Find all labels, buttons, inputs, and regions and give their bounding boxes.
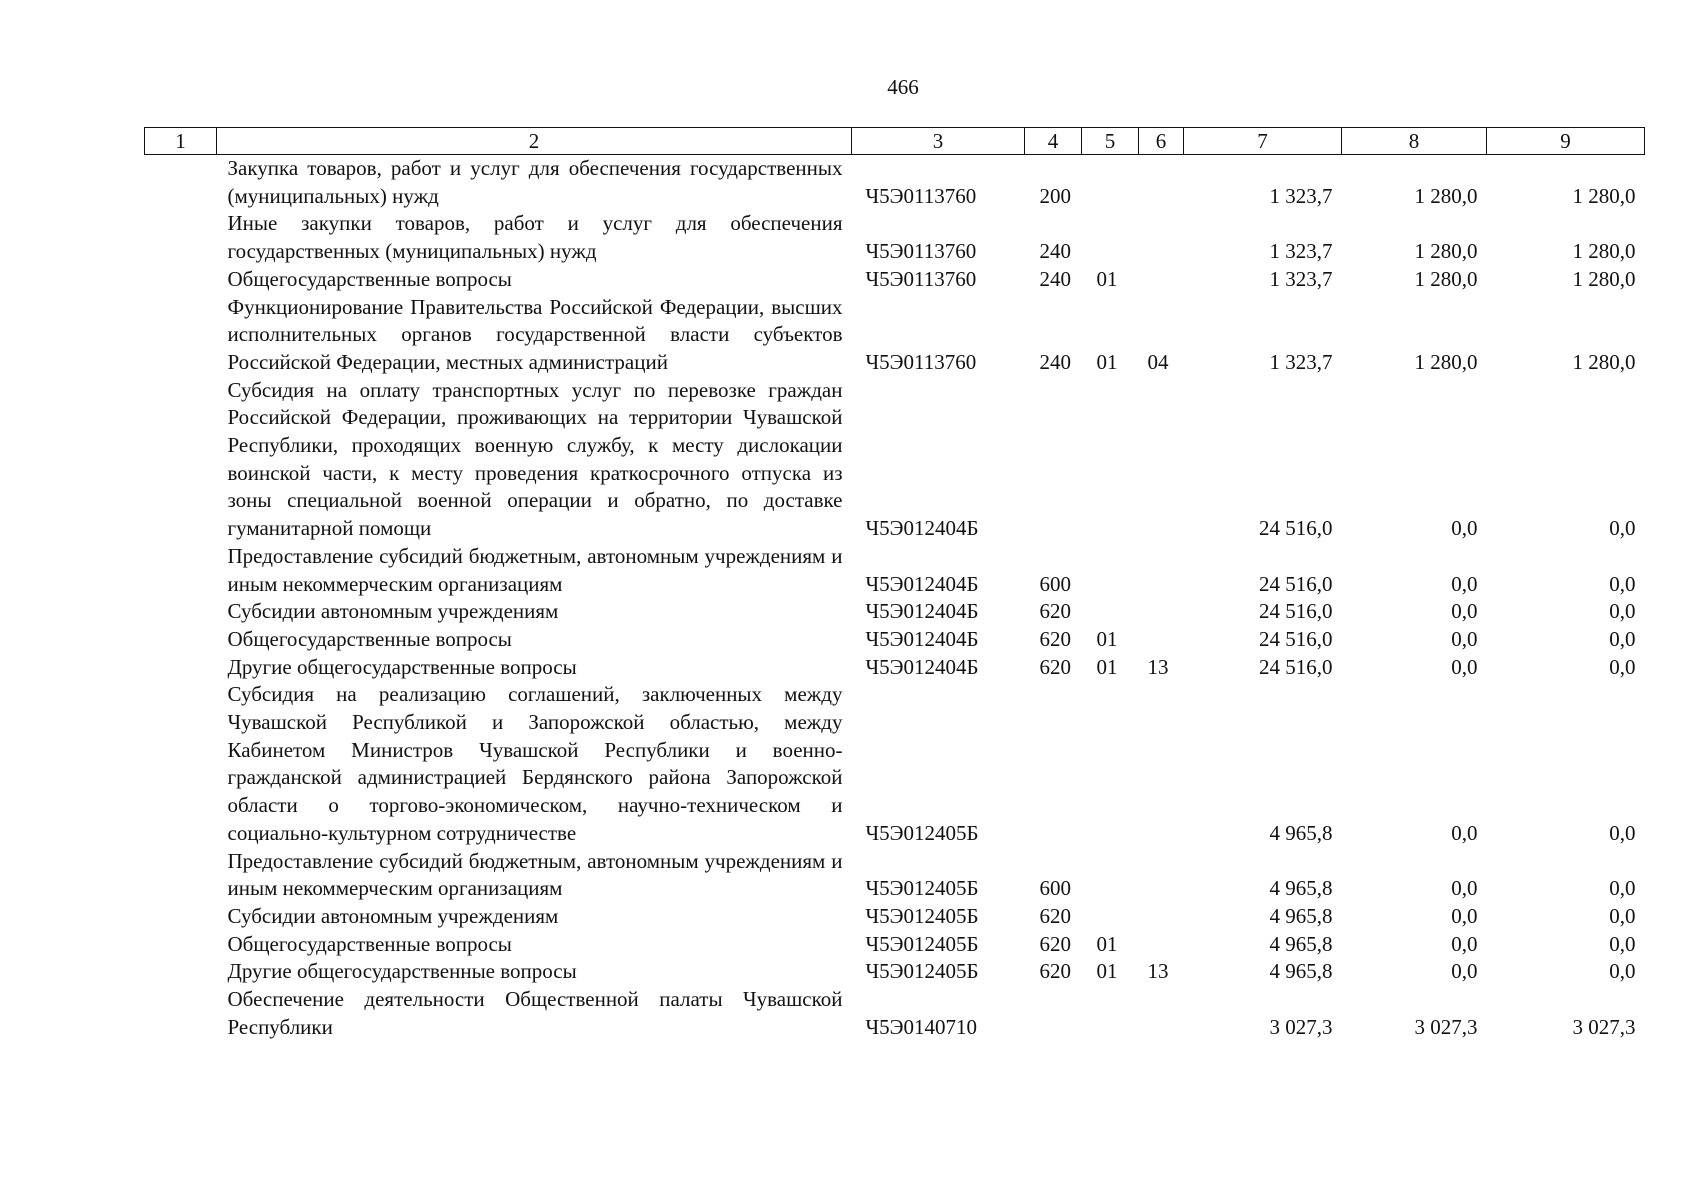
row-amount-col8: 1 280,0: [1414, 183, 1478, 208]
column-header: 8: [1342, 128, 1487, 155]
row-expense-type: 200: [1039, 183, 1071, 208]
row-target-code: Ч5Э0113760: [865, 239, 977, 264]
row-amount-col8: 1 280,0: [1414, 349, 1478, 374]
row-amount-col7: 24 516,0: [1259, 599, 1333, 624]
row-target-code: Ч5Э012404Б: [865, 599, 979, 624]
row-target-code: Ч5Э0140710: [865, 1014, 978, 1039]
row-target-code: Ч5Э012405Б: [865, 931, 979, 956]
row-amount-col9: 0,0: [1609, 516, 1636, 541]
row-amount-col7: 24 516,0: [1259, 626, 1333, 651]
row-name: Другие общегосударственные вопросы: [227, 654, 577, 679]
row-amount-col7: 1 323,7: [1269, 183, 1333, 208]
row-name: Иные закупки товаров, работ и услуг для обеспечения государственных (муниципальных) нужд: [227, 211, 843, 264]
row-name: Другие общегосударственные вопросы: [227, 959, 577, 984]
row-target-code: Ч5Э0113760: [865, 349, 977, 374]
table-row: [145, 155, 1645, 211]
row-expense-type: 600: [1039, 876, 1071, 901]
column-header: 9: [1487, 128, 1645, 155]
row-subsection: [1139, 377, 1184, 543]
row-section: 01: [1096, 266, 1118, 291]
row-amount-col7: 4 965,8: [1269, 931, 1333, 956]
row-section: [1082, 543, 1139, 598]
row-target-code: Ч5Э012405Б: [865, 903, 979, 928]
row-amount-col7: 24 516,0: [1259, 571, 1333, 596]
row-amount-col9: 0,0: [1609, 959, 1636, 984]
row-subsection: [1139, 598, 1184, 626]
table-row: [145, 654, 1645, 682]
table-row: [145, 294, 1645, 377]
row-subsection: 04: [1147, 349, 1169, 374]
row-subsection: [1139, 986, 1184, 1041]
row-amount-col8: 0,0: [1451, 931, 1478, 956]
table-row: [145, 681, 1645, 847]
row-expense-type: [1025, 681, 1082, 847]
column-header: 3: [852, 128, 1025, 155]
row-name: Субсидия на реализацию соглашений, заключенных между Чувашской Республикой и Запорожской областью, между Кабинетом Министров Чувашской Республики и военно-гражданской администрацией Бердянского района Запорожской области о торгово-экономическом, научно-техническом и социально-культурном сотрудничестве: [227, 682, 843, 845]
row-amount-col9: 0,0: [1609, 626, 1636, 651]
row-amount-col9: 0,0: [1609, 931, 1636, 956]
row-name: Предоставление субсидий бюджетным, автономным учреждениям и иным некоммерческим организациям: [227, 848, 843, 901]
row-subsection: 13: [1147, 654, 1169, 679]
row-section: 01: [1096, 931, 1118, 956]
row-name: Функционирование Правительства Российской Федерации, высших исполнительных органов государственной власти субъектов Российской Федерации, местных администраций: [227, 294, 843, 374]
row-expense-type: 620: [1039, 959, 1071, 984]
row-amount-col8: 0,0: [1451, 959, 1478, 984]
row-target-code: Ч5Э012404Б: [865, 654, 979, 679]
row-section: 01: [1096, 626, 1118, 651]
row-target-code: Ч5Э012404Б: [865, 626, 979, 651]
row-amount-col9: 0,0: [1609, 903, 1636, 928]
header-row: [145, 128, 1645, 155]
row-target-code: Ч5Э012405Б: [865, 820, 979, 845]
row-expense-type: [1025, 986, 1082, 1041]
row-amount-col8: 3 027,3: [1414, 1014, 1478, 1039]
row-name: Обеспечение деятельности Общественной палаты Чувашской Республики: [227, 987, 843, 1039]
row-section: 01: [1096, 349, 1118, 374]
row-amount-col9: 0,0: [1609, 654, 1636, 679]
column-header: 1: [145, 128, 217, 155]
row-amount-col8: 0,0: [1451, 820, 1478, 845]
page-number: 466: [887, 75, 919, 99]
table-row: [145, 958, 1645, 986]
row-amount-col9: 0,0: [1609, 876, 1636, 901]
row-section: 01: [1096, 654, 1118, 679]
row-amount-col7: 24 516,0: [1259, 654, 1333, 679]
row-target-code: Ч5Э012405Б: [865, 959, 979, 984]
table-row: [145, 903, 1645, 931]
table-row: [145, 598, 1645, 626]
row-name: Закупка товаров, работ и услуг для обеспечения государственных (муниципальных) нужд: [227, 156, 843, 208]
row-subsection: 13: [1147, 959, 1169, 984]
row-expense-type: 620: [1039, 654, 1071, 679]
row-expense-type: 240: [1039, 266, 1071, 291]
row-subsection: [1139, 543, 1184, 598]
column-header: 4: [1025, 128, 1082, 155]
row-amount-col9: 1 280,0: [1572, 266, 1636, 291]
row-target-code: Ч5Э012404Б: [865, 571, 979, 596]
row-expense-type: 240: [1039, 349, 1071, 374]
row-expense-type: 600: [1039, 571, 1071, 596]
row-amount-col9: 1 280,0: [1572, 183, 1636, 208]
row-amount-col9: 1 280,0: [1572, 239, 1636, 264]
table-row: [145, 986, 1645, 1041]
row-amount-col8: 0,0: [1451, 876, 1478, 901]
row-name: Субсидии автономным учреждениям: [227, 599, 559, 624]
row-target-code: Ч5Э012404Б: [865, 516, 979, 541]
row-amount-col9: 3 027,3: [1572, 1014, 1636, 1039]
row-name: Общегосударственные вопросы: [227, 626, 512, 651]
row-name: Предоставление субсидий бюджетным, автономным учреждениям и иным некоммерческим организациям: [227, 543, 843, 596]
column-header: 6: [1139, 128, 1184, 155]
table-header: [145, 128, 1645, 155]
row-amount-col9: 0,0: [1609, 820, 1636, 845]
row-amount-col9: 1 280,0: [1572, 349, 1636, 374]
table-row: [145, 848, 1645, 903]
row-expense-type: 240: [1039, 239, 1071, 264]
row-target-code: Ч5Э012405Б: [865, 876, 979, 901]
row-subsection: [1139, 266, 1184, 294]
row-expense-type: 620: [1039, 931, 1071, 956]
row-amount-col8: 1 280,0: [1414, 266, 1478, 291]
row-amount-col7: 4 965,8: [1269, 959, 1333, 984]
row-subsection: [1139, 681, 1184, 847]
row-amount-col8: 1 280,0: [1414, 239, 1478, 264]
row-expense-type: 620: [1039, 599, 1071, 624]
row-subsection: [1139, 848, 1184, 903]
row-amount-col7: 4 965,8: [1269, 903, 1333, 928]
row-section: [1082, 210, 1139, 265]
row-subsection: [1139, 931, 1184, 959]
row-name: Общегосударственные вопросы: [227, 931, 512, 956]
row-name: Субсидии автономным учреждениям: [227, 903, 559, 928]
row-amount-col8: 0,0: [1451, 599, 1478, 624]
table-row: [145, 931, 1645, 959]
row-amount-col7: 3 027,3: [1269, 1014, 1333, 1039]
row-amount-col8: 0,0: [1451, 626, 1478, 651]
row-name: Субсидия на оплату транспортных услуг по перевозке граждан Российской Федерации, проживающих на территории Чувашской Республики, проходящих военную службу, к месту дислокации воинской части, к месту проведения краткосрочного отпуска из зоны специальной военной операции и обратно, по доставке гуманитарной помощи: [227, 377, 843, 541]
row-amount-col7: 1 323,7: [1269, 349, 1333, 374]
row-target-code: Ч5Э0113760: [865, 183, 977, 208]
table-row: [145, 210, 1645, 265]
row-amount-col8: 0,0: [1451, 571, 1478, 596]
table-row: [145, 266, 1645, 294]
row-amount-col9: 0,0: [1609, 599, 1636, 624]
row-section: [1082, 681, 1139, 847]
table-row: [145, 626, 1645, 654]
row-name: Общегосударственные вопросы: [227, 266, 512, 291]
column-header: 2: [217, 128, 852, 155]
row-amount-col7: 4 965,8: [1269, 820, 1333, 845]
row-amount-col7: 24 516,0: [1259, 516, 1333, 541]
row-section: [1082, 155, 1139, 211]
row-amount-col7: 1 323,7: [1269, 266, 1333, 291]
row-subsection: [1139, 210, 1184, 265]
row-subsection: [1139, 155, 1184, 211]
row-section: [1082, 377, 1139, 543]
row-section: 01: [1096, 959, 1118, 984]
column-header: 7: [1184, 128, 1342, 155]
table-row: [145, 543, 1645, 598]
table-row: [145, 377, 1645, 543]
column-header: 5: [1082, 128, 1139, 155]
row-section: [1082, 903, 1139, 931]
table-body: [145, 155, 1645, 1042]
row-section: [1082, 598, 1139, 626]
row-subsection: [1139, 626, 1184, 654]
row-amount-col8: 0,0: [1451, 903, 1478, 928]
row-target-code: Ч5Э0113760: [865, 266, 977, 291]
row-amount-col8: 0,0: [1451, 516, 1478, 541]
row-amount-col7: 4 965,8: [1269, 876, 1333, 901]
row-amount-col9: 0,0: [1609, 571, 1636, 596]
row-amount-col7: 1 323,7: [1269, 239, 1333, 264]
row-expense-type: 620: [1039, 626, 1071, 651]
row-subsection: [1139, 903, 1184, 931]
row-amount-col8: 0,0: [1451, 654, 1478, 679]
budget-table: [144, 127, 1645, 1042]
row-expense-type: 620: [1039, 903, 1071, 928]
row-section: [1082, 986, 1139, 1041]
row-section: [1082, 848, 1139, 903]
row-expense-type: [1025, 377, 1082, 543]
